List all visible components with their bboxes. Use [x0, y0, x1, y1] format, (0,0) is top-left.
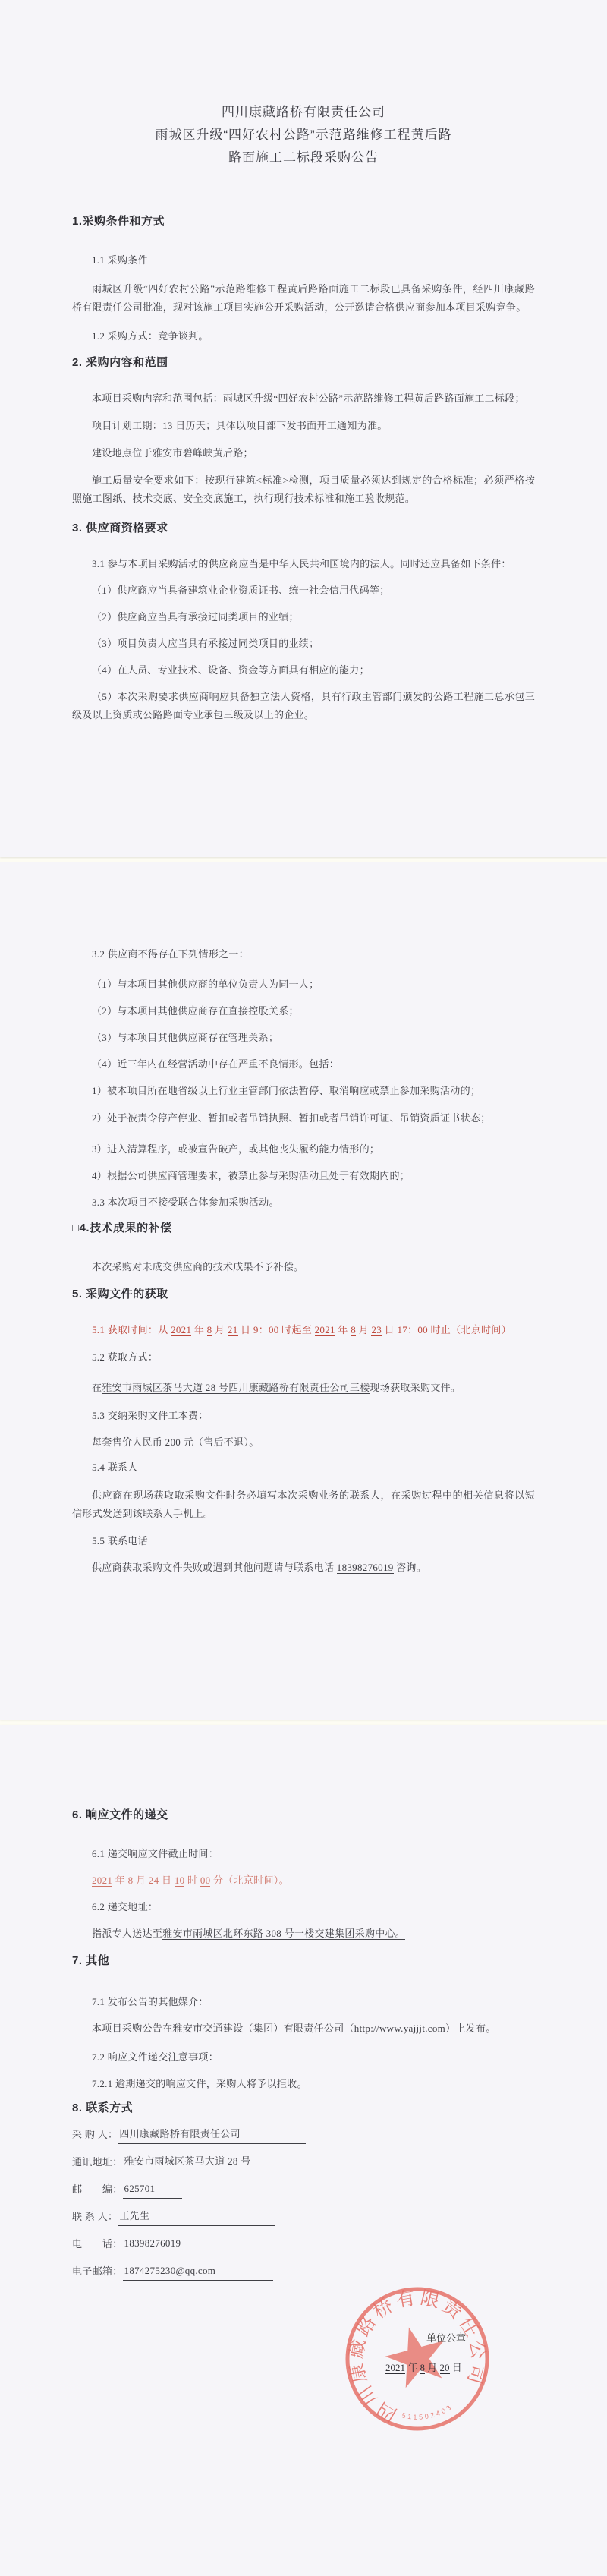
para-3-3: 3.3 本次项目不接受联合体参加采购活动。: [92, 1197, 279, 1208]
heading-5-document-acquisition: 5. 采购文件的获取: [72, 1288, 168, 1301]
heading-6-response-submission: 6. 响应文件的递交: [72, 1808, 168, 1821]
seal-date: 2021 年 8 月 20 日: [385, 2362, 462, 2373]
contact-value-address: 雅安市雨城区茶马大道 28 号: [123, 2152, 311, 2171]
page-2-content: [0, 945, 607, 1577]
title-line-3: 路面施工二标段采购公告: [228, 150, 379, 165]
para-3-2-item-4: （4）近三年内在经营活动中存在严重不良情形。包括：: [92, 1058, 340, 1070]
para-3-2-sub-2: 2）处于被责令停产停业、暂扣或者吊销执照、暂扣或者吊销许可证、吊销资质证书状态；: [92, 1112, 491, 1124]
seal-star-icon: [379, 2319, 453, 2391]
para-3-1: 3.1 参与本项目采购活动的供应商应当是中华人民共和国境内的法人。同时还应具备如下条件：: [92, 558, 511, 569]
para-6-2-address: 指派专人送达至雅安市雨城区北环东路 308 号一楼交建集团采购中心。: [92, 1928, 406, 1939]
para-3-2-sub-1: 1）被本项目所在地省级以上行业主管部门依法暂停、取消响应或禁止参加采购活动的；: [92, 1085, 481, 1096]
contact-value-postcode: 625701: [123, 2180, 182, 2199]
page-1: [0, 0, 607, 857]
company-seal-stamp-icon: [326, 2268, 508, 2450]
para-1-1: 1.1 采购条件: [92, 254, 148, 266]
contact-label-person: 联 系 人：: [72, 2211, 118, 2222]
para-6-2: 6.2 递交地址：: [92, 1901, 159, 1912]
contact-row-phone: [72, 2234, 535, 2253]
contact-label-purchaser: 采 购 人：: [72, 2129, 118, 2140]
para-1-2: 1.2 采购方式：竞争谈判。: [92, 330, 209, 342]
heading-8-contact: 8. 联系方式: [72, 2101, 134, 2114]
title-line-1: 四川康藏路桥有限责任公司: [222, 105, 385, 119]
para-5-1-time: 5.1 获取时间：从 2021 年 8 月 21 日 9：00 时起至 2021 年 8 月 23 日 17：00 时止（北京时间）: [92, 1324, 511, 1335]
para-4-body: 本次采购对未成交供应商的技术成果不予补偿。: [92, 1261, 304, 1272]
page-2: [0, 862, 607, 1720]
para-5-5-body: 供应商获取采购文件失败或遇到其他问题请与联系电话 18398276019 咨询。: [92, 1562, 427, 1573]
para-3-2-sub-4: 4）根据公司供应商管理要求，被禁止参与采购活动且处于有效期内的；: [92, 1170, 410, 1181]
heading-2-scope: 2. 采购内容和范围: [72, 356, 168, 369]
para-3-1-item-4: （4）在人员、专业技术、设备、资金等方面具有相应的能力；: [92, 664, 370, 676]
para-5-4: 5.4 联系人: [92, 1461, 138, 1473]
para-3-2-item-3: （3）与本项目其他供应商存在管理关系；: [92, 1032, 279, 1043]
page-3-content: [0, 1807, 607, 2281]
para-5-4-body: 供应商在现场获取取采购文件时务必填写本次采购业务的联系人，在采购过程中的相关信息将以短信形式发送到该联系人手机上。: [72, 1490, 535, 1519]
para-3-1-item-3: （3）项目负责人应当具有承接过同类项目的业绩；: [92, 638, 319, 649]
seal-ring-text: 四川康藏路桥有限责任公司: [344, 2286, 490, 2426]
para-2-quality: 施工质量安全要求如下：按现行建筑<标准>检测，项目质量必须达到规定的合格标准；必须严格按照施工图纸、技术交底、安全交底施工，执行现行技术标准和施工验收规范。: [72, 475, 535, 504]
para-3-2-item-2: （2）与本项目其他供应商存在直接控股关系；: [92, 1005, 299, 1017]
para-7-1-body: 本项目采购公告在雅安市交通建设（集团）有限责任公司（http://www.yajjjt.com）上发布。: [92, 2023, 496, 2034]
contact-value-purchaser: 四川康藏路桥有限责任公司: [118, 2125, 306, 2144]
para-2-schedule: 项目计划工期：13 日历天；具体以项目部下发书面开工通知为准。: [92, 420, 388, 431]
para-1-1-body: 雨城区升级“四好农村公路”示范路维修工程黄后路路面施工二标段已具备采购条件，经四川康藏路桥有限责任公司批准，现对该施工项目实施公开采购活动，公开邀请合格供应商参加本项目采购竞争。: [72, 283, 535, 313]
page-3: [0, 1725, 607, 2576]
para-6-1: 6.1 递交响应文件截止时间：: [92, 1848, 219, 1859]
contact-value-email: 1874275230@qq.com: [123, 2262, 273, 2281]
para-3-1-item-5: （5）本次采购要求供应商响应具备独立法人资格，具有行政主管部门颁发的公路工程施工总承包三级及以上资质或公路路面专业承包三级及以上的企业。: [72, 691, 535, 720]
para-7-2: 7.2 响应文件递交注意事项：: [92, 2051, 219, 2063]
para-7-2-1: 7.2.1 逾期递交的响应文件，采购人将予以拒收。: [92, 2078, 307, 2089]
para-2-scope: 本项目采购内容和范围包括：雨城区升级“四好农村公路”示范路维修工程黄后路路面施工二标段；: [92, 393, 525, 404]
para-3-1-item-2: （2）供应商应当具有承接过同类项目的业绩；: [92, 611, 299, 623]
contact-row-address: [72, 2152, 535, 2171]
title-line-2: 雨城区升级“四好农村公路”示范路维修工程黄后路: [155, 128, 452, 142]
para-3-2-item-1: （1）与本项目其他供应商的单位负责人为同一人；: [92, 979, 319, 990]
contact-row-person: [72, 2207, 535, 2226]
para-5-2: 5.2 获取方式：: [92, 1351, 159, 1363]
contact-label-postcode: 邮 编：: [72, 2183, 123, 2195]
heading-3-supplier-qualification: 3. 供应商资格要求: [72, 522, 168, 534]
heading-7-other: 7. 其他: [72, 1954, 110, 1967]
contact-value-phone: 18398276019: [123, 2234, 220, 2253]
para-5-3: 5.3 交纳采购文件工本费：: [92, 1410, 209, 1421]
para-5-5: 5.5 联系电话: [92, 1535, 148, 1547]
contact-row-postcode: [72, 2180, 535, 2199]
para-3-1-item-1: （1）供应商应当具备建筑业企业资质证书、统一社会信用代码等；: [92, 585, 390, 596]
heading-1-procurement-conditions: 1.采购条件和方式: [72, 215, 165, 228]
page-1-content: [0, 0, 607, 724]
para-3-2: 3.2 供应商不得存在下列情形之一：: [92, 948, 249, 960]
para-3-2-sub-3: 3）进入清算程序，或被宣告破产，或其他丧失履约能力情形的；: [92, 1143, 380, 1155]
contact-label-phone: 电 话：: [72, 2238, 123, 2250]
seal-signature-line: [340, 2350, 425, 2351]
contact-row-purchaser: [72, 2125, 535, 2144]
seal-label: 单位公章: [426, 2332, 467, 2344]
contact-label-address: 通讯地址：: [72, 2156, 123, 2168]
para-7-1: 7.1 发布公告的其他媒介：: [92, 1996, 209, 2007]
contact-value-person: 王先生: [118, 2207, 275, 2226]
para-5-2-body: 在雅安市雨城区茶马大道 28 号四川康藏路桥有限责任公司三楼现场获取采购文件。: [92, 1382, 461, 1393]
para-6-1-deadline: 2021 年 8 月 24 日 10 时 00 分（北京时间）。: [92, 1874, 289, 1886]
heading-4-tech-compensation: □4.技术成果的补偿: [72, 1222, 172, 1234]
para-2-location: 建设地点位于雅安市碧峰峡黄后路；: [92, 447, 253, 459]
contact-label-email: 电子邮箱：: [72, 2265, 123, 2277]
document-title: [72, 0, 535, 169]
para-5-3-body: 每套售价人民币 200 元（售后不退）。: [92, 1436, 259, 1448]
seal-serial-number: 511502403: [401, 2402, 454, 2421]
